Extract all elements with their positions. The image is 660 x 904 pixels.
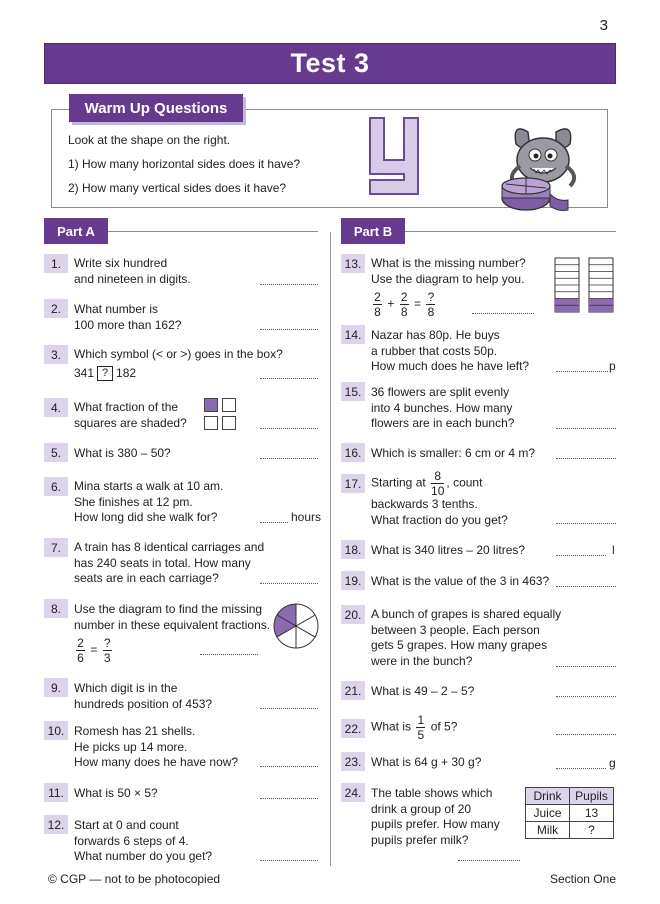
- warm-up-q2: 2) How many vertical sides does it have?: [68, 181, 287, 195]
- answer-line[interactable]: [260, 798, 318, 799]
- question-text: Which symbol (< or >) goes in the box? 341 ? 182: [74, 347, 283, 380]
- question-number: 19.: [341, 571, 365, 590]
- table-cell: ?: [570, 822, 614, 839]
- part-b-rule: [405, 231, 616, 232]
- question-number: 7.: [44, 538, 68, 557]
- drink-table: [525, 787, 614, 839]
- warm-up-title: Warm Up Questions: [69, 94, 243, 122]
- question-text: Use the diagram to find the missing number in these equivalent fractions. $\frac{2}{6}$ = $\frac{?}{3}$: [74, 602, 271, 665]
- question-text: A bunch of grapes is shared equally between 3 people. Each person gets 5 grapes. How many grapes were in the bunch?: [371, 607, 562, 668]
- question-number: 23.: [341, 752, 365, 771]
- question-number: 15.: [341, 382, 365, 401]
- question-number: 12.: [44, 815, 68, 834]
- question-number: 9.: [44, 678, 68, 697]
- part-b-label: Part B: [341, 218, 405, 244]
- question-number: 10.: [44, 721, 68, 740]
- eighths-bar-diagram: [554, 257, 618, 313]
- answer-line[interactable]: [260, 329, 318, 330]
- answer-line[interactable]: [556, 555, 606, 556]
- monster-mascot-illustration: [498, 120, 588, 216]
- question-number: 14.: [341, 325, 365, 344]
- answer-line[interactable]: [556, 696, 616, 697]
- answer-unit: g: [609, 756, 616, 770]
- answer-line[interactable]: [260, 522, 288, 523]
- question-text: Which is smaller: 6 cm or 4 m?: [371, 446, 536, 460]
- question-text: What is 50 × 5?: [74, 786, 158, 800]
- answer-line[interactable]: [260, 378, 318, 379]
- answer-line[interactable]: [556, 371, 608, 372]
- question-text: What is the missing number? Use the diagram to help you. $\frac{2}{8}$ + $\frac{2}{8}$ = $\frac{?}{8}$: [371, 256, 526, 319]
- question-number: 3.: [44, 345, 68, 364]
- answer-line[interactable]: [200, 654, 258, 655]
- question-number: 4.: [44, 398, 68, 417]
- answer-line[interactable]: [260, 428, 318, 429]
- answer-line[interactable]: [458, 860, 520, 861]
- shaded-square: [204, 398, 218, 412]
- table-row: [526, 805, 614, 822]
- answer-line[interactable]: [260, 583, 318, 584]
- test-title-banner: Test 3: [44, 43, 616, 84]
- question-text: The table shows which drink a group of 20 pupils prefer. How many pupils prefer milk?: [371, 786, 500, 847]
- answer-line[interactable]: [556, 734, 616, 735]
- question-number: 1.: [44, 254, 68, 273]
- table-cell: Juice: [526, 805, 570, 822]
- table-row: [526, 822, 614, 839]
- question-text: What is the value of the 3 in 463?: [371, 574, 550, 588]
- question-number: 13.: [341, 254, 365, 273]
- question-number: 22.: [341, 719, 365, 738]
- question-text: Romesh has 21 shells. He picks up 14 more. How many does he have now?: [74, 724, 239, 769]
- page-number: 3: [599, 17, 608, 34]
- answer-line[interactable]: [556, 666, 616, 667]
- warm-up-q1: 1) How many horizontal sides does it have?: [68, 157, 301, 171]
- symbol-box[interactable]: ?: [97, 366, 113, 381]
- table-header: Drink: [526, 788, 570, 805]
- answer-line[interactable]: [260, 284, 318, 285]
- answer-unit: hours: [291, 510, 322, 524]
- answer-line[interactable]: [260, 458, 318, 459]
- question-number: 20.: [341, 605, 365, 624]
- answer-unit: l: [612, 543, 615, 557]
- answer-line[interactable]: [260, 860, 318, 861]
- part-a-rule: [108, 231, 318, 232]
- question-text: 36 flowers are split evenly into 4 bunches. How many flowers are in each bunch?: [371, 385, 515, 430]
- question-number: 6.: [44, 477, 68, 496]
- question-number: 11.: [44, 783, 68, 802]
- question-text: What is $\frac{1}{5}$ of 5?: [371, 713, 458, 742]
- unshaded-square: [222, 398, 236, 412]
- answer-unit: p: [609, 359, 616, 373]
- pie-diagram-sixths: [272, 602, 320, 650]
- question-number: 8.: [44, 599, 68, 618]
- question-number: 17.: [341, 474, 365, 493]
- question-text: What is 380 – 50?: [74, 446, 171, 460]
- answer-line[interactable]: [260, 708, 318, 709]
- table-header: Pupils: [570, 788, 614, 805]
- question-number: 16.: [341, 443, 365, 462]
- question-text: Nazar has 80p. He buys a rubber that costs 50p. How much does he have left?: [371, 328, 530, 373]
- answer-line[interactable]: [556, 586, 616, 587]
- question-text: What is 64 g + 30 g?: [371, 755, 482, 769]
- question-text: What is 49 – 2 – 5?: [371, 684, 475, 698]
- question-number: 5.: [44, 443, 68, 462]
- question-text: What is 340 litres – 20 litres?: [371, 543, 526, 557]
- question-text: Start at 0 and count forwards 6 steps of 4. What number do you get?: [74, 818, 213, 863]
- footer-section: Section One: [549, 872, 616, 886]
- table-cell: Milk: [526, 822, 570, 839]
- question-number: 21.: [341, 681, 365, 700]
- question-text: Write six hundred and nineteen in digits.: [74, 256, 191, 286]
- footer-copyright: © CGP — not to be photocopied: [48, 872, 221, 886]
- unshaded-square: [204, 416, 218, 430]
- table-cell: 13: [570, 805, 614, 822]
- answer-line[interactable]: [556, 523, 616, 524]
- question-text: Starting at $\frac{8}{10}$ , count backwards 3 tenths. What fraction do you get?: [371, 469, 508, 527]
- answer-line[interactable]: [556, 458, 616, 459]
- answer-line[interactable]: [260, 766, 318, 767]
- question-text: Which digit is in the hundreds position of 453?: [74, 681, 213, 711]
- warm-up-intro: Look at the shape on the right.: [68, 133, 231, 147]
- question-text: What number is 100 more than 162?: [74, 302, 182, 332]
- rectilinear-shape: [368, 116, 422, 198]
- answer-line[interactable]: [472, 313, 534, 314]
- answer-line[interactable]: [556, 768, 606, 769]
- question-number: 24.: [341, 783, 365, 802]
- question-text: What fraction of the squares are shaded?: [74, 400, 187, 430]
- answer-line[interactable]: [556, 428, 616, 429]
- column-divider: [330, 232, 331, 866]
- question-text: A train has 8 identical carriages and has 240 seats in total. How many seats are in each carriage?: [74, 540, 265, 585]
- question-number: 18.: [341, 540, 365, 559]
- unshaded-square: [222, 416, 236, 430]
- part-a-label: Part A: [44, 218, 108, 244]
- question-number: 2.: [44, 299, 68, 318]
- question-text: Mina starts a walk at 10 am. She finishes at 12 pm. How long did she walk for?: [74, 479, 224, 524]
